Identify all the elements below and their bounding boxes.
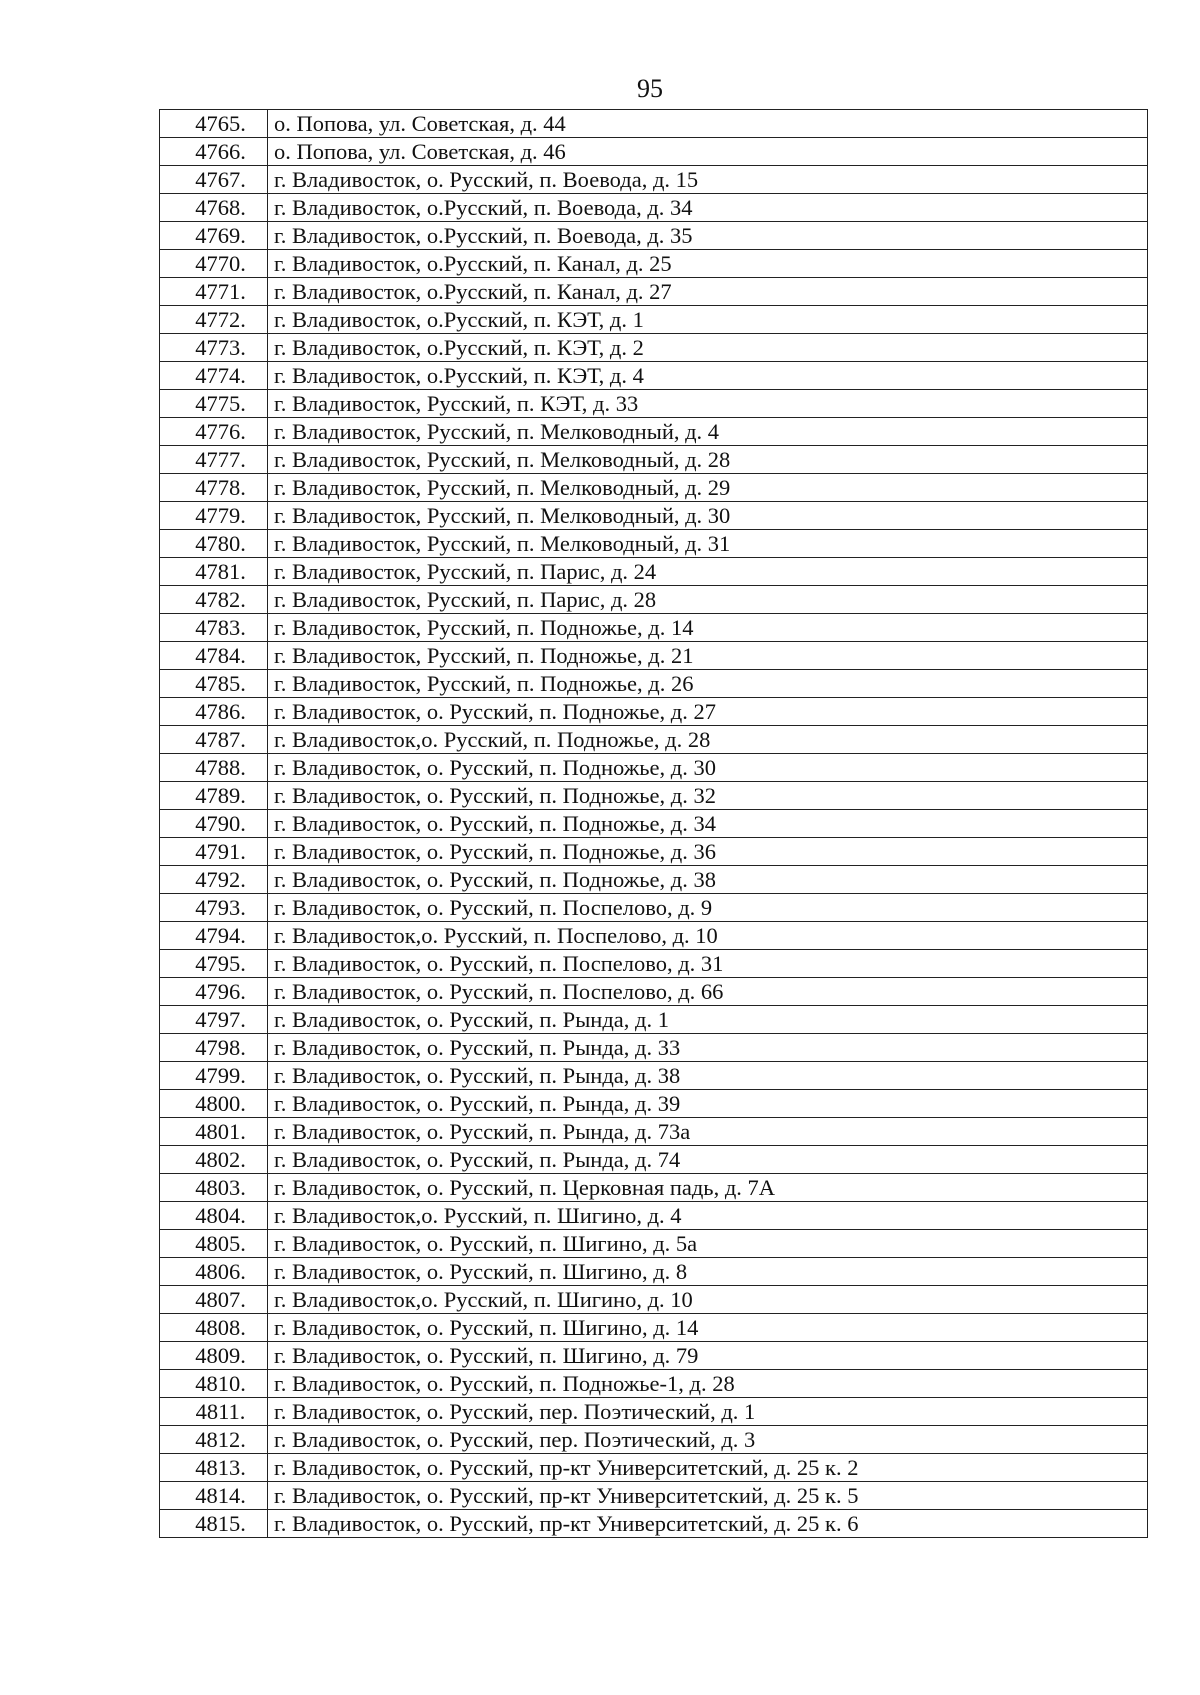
row-address: г. Владивосток,о. Русский, п. Поспелово, д. 10	[268, 922, 1148, 950]
row-address: г. Владивосток, о. Русский, п. Рында, д. 74	[268, 1146, 1148, 1174]
table-row	[160, 1370, 1148, 1398]
row-address: г. Владивосток, о. Русский, п. Шигино, д. 8	[268, 1258, 1148, 1286]
row-number: 4784.	[160, 642, 268, 670]
table-row	[160, 1146, 1148, 1174]
row-address: г. Владивосток, Русский, п. Мелководный, д. 31	[268, 530, 1148, 558]
row-number: 4807.	[160, 1286, 268, 1314]
table-row	[160, 866, 1148, 894]
row-address: о. Попова, ул. Советская, д. 44	[268, 110, 1148, 138]
row-address: г. Владивосток, о. Русский, п. Рында, д. 1	[268, 1006, 1148, 1034]
table-row	[160, 446, 1148, 474]
row-address: г. Владивосток, Русский, п. Парис, д. 28	[268, 586, 1148, 614]
table-row	[160, 1482, 1148, 1510]
table-row	[160, 726, 1148, 754]
row-number: 4810.	[160, 1370, 268, 1398]
row-number: 4798.	[160, 1034, 268, 1062]
address-table	[159, 109, 1148, 1538]
row-number: 4771.	[160, 278, 268, 306]
row-address: г. Владивосток, о. Русский, п. Подножье, д. 27	[268, 698, 1148, 726]
table-row	[160, 474, 1148, 502]
row-address: г. Владивосток, Русский, п. Мелководный, д. 28	[268, 446, 1148, 474]
table-row	[160, 1454, 1148, 1482]
table-row	[160, 670, 1148, 698]
row-number: 4808.	[160, 1314, 268, 1342]
table-row	[160, 362, 1148, 390]
row-number: 4815.	[160, 1510, 268, 1538]
row-address: г. Владивосток, о. Русский, п. Рында, д. 39	[268, 1090, 1148, 1118]
row-number: 4799.	[160, 1062, 268, 1090]
row-number: 4773.	[160, 334, 268, 362]
row-number: 4801.	[160, 1118, 268, 1146]
table-row	[160, 502, 1148, 530]
row-number: 4793.	[160, 894, 268, 922]
row-number: 4767.	[160, 166, 268, 194]
row-number: 4809.	[160, 1342, 268, 1370]
table-row	[160, 838, 1148, 866]
table-row	[160, 138, 1148, 166]
row-number: 4777.	[160, 446, 268, 474]
row-address: г. Владивосток, о. Русский, п. Воевода, д. 15	[268, 166, 1148, 194]
page-number: 95	[637, 74, 663, 103]
row-number: 4812.	[160, 1426, 268, 1454]
row-number: 4782.	[160, 586, 268, 614]
row-number: 4811.	[160, 1398, 268, 1426]
table-row	[160, 894, 1148, 922]
row-address: г. Владивосток, о. Русский, п. Рында, д. 38	[268, 1062, 1148, 1090]
table-row	[160, 418, 1148, 446]
row-number: 4781.	[160, 558, 268, 586]
row-address: г. Владивосток, о. Русский, пр-кт Университетский, д. 25 к. 6	[268, 1510, 1148, 1538]
table-row	[160, 1062, 1148, 1090]
row-number: 4779.	[160, 502, 268, 530]
row-number: 4765.	[160, 110, 268, 138]
row-number: 4792.	[160, 866, 268, 894]
table-row	[160, 558, 1148, 586]
row-address: г. Владивосток, о.Русский, п. КЭТ, д. 2	[268, 334, 1148, 362]
row-address: г. Владивосток, о. Русский, п. Поспелово, д. 31	[268, 950, 1148, 978]
table-row	[160, 110, 1148, 138]
row-number: 4791.	[160, 838, 268, 866]
row-address: г. Владивосток,о. Русский, п. Подножье, д. 28	[268, 726, 1148, 754]
row-number: 4800.	[160, 1090, 268, 1118]
row-number: 4770.	[160, 250, 268, 278]
row-address: г. Владивосток, о.Русский, п. Канал, д. 25	[268, 250, 1148, 278]
row-address: г. Владивосток, о.Русский, п. Воевода, д. 34	[268, 194, 1148, 222]
table-row	[160, 922, 1148, 950]
row-number: 4780.	[160, 530, 268, 558]
row-number: 4797.	[160, 1006, 268, 1034]
table-row	[160, 698, 1148, 726]
row-address: г. Владивосток, о. Русский, п. Подножье, д. 32	[268, 782, 1148, 810]
row-number: 4789.	[160, 782, 268, 810]
row-number: 4778.	[160, 474, 268, 502]
row-address: г. Владивосток, о. Русский, п. Подножье, д. 30	[268, 754, 1148, 782]
row-address: г. Владивосток, о.Русский, п. Воевода, д. 35	[268, 222, 1148, 250]
row-address: г. Владивосток, о. Русский, п. Шигино, д. 79	[268, 1342, 1148, 1370]
table-row	[160, 1426, 1148, 1454]
row-address: г. Владивосток, о.Русский, п. Канал, д. 27	[268, 278, 1148, 306]
row-address: г. Владивосток, о. Русский, п. Поспелово, д. 9	[268, 894, 1148, 922]
table-row	[160, 614, 1148, 642]
row-number: 4776.	[160, 418, 268, 446]
row-number: 4775.	[160, 390, 268, 418]
row-address: г. Владивосток, о. Русский, пер. Поэтический, д. 1	[268, 1398, 1148, 1426]
row-number: 4814.	[160, 1482, 268, 1510]
row-number: 4805.	[160, 1230, 268, 1258]
table-row	[160, 1006, 1148, 1034]
table-row	[160, 950, 1148, 978]
row-number: 4786.	[160, 698, 268, 726]
row-number: 4804.	[160, 1202, 268, 1230]
row-address: г. Владивосток, о. Русский, пр-кт Университетский, д. 25 к. 2	[268, 1454, 1148, 1482]
row-address: г. Владивосток, Русский, п. Подножье, д. 26	[268, 670, 1148, 698]
row-number: 4813.	[160, 1454, 268, 1482]
row-address: г. Владивосток, о.Русский, п. КЭТ, д. 4	[268, 362, 1148, 390]
row-number: 4787.	[160, 726, 268, 754]
row-number: 4788.	[160, 754, 268, 782]
table-row	[160, 1286, 1148, 1314]
table-row	[160, 334, 1148, 362]
table-row	[160, 754, 1148, 782]
table-row	[160, 1174, 1148, 1202]
table-row	[160, 978, 1148, 1006]
row-address: г. Владивосток, Русский, п. КЭТ, д. 33	[268, 390, 1148, 418]
row-number: 4783.	[160, 614, 268, 642]
table-row	[160, 1342, 1148, 1370]
row-number: 4802.	[160, 1146, 268, 1174]
row-number: 4796.	[160, 978, 268, 1006]
table-row	[160, 250, 1148, 278]
table-row	[160, 222, 1148, 250]
row-address: г. Владивосток, Русский, п. Мелководный, д. 4	[268, 418, 1148, 446]
table-row	[160, 306, 1148, 334]
row-address: о. Попова, ул. Советская, д. 46	[268, 138, 1148, 166]
row-address: г. Владивосток, Русский, п. Мелководный, д. 29	[268, 474, 1148, 502]
row-address: г. Владивосток, Русский, п. Парис, д. 24	[268, 558, 1148, 586]
row-address: г. Владивосток, Русский, п. Подножье, д. 14	[268, 614, 1148, 642]
table-row	[160, 1202, 1148, 1230]
table-row	[160, 586, 1148, 614]
row-address: г. Владивосток,о. Русский, п. Шигино, д. 4	[268, 1202, 1148, 1230]
table-row	[160, 642, 1148, 670]
row-number: 4790.	[160, 810, 268, 838]
table-row	[160, 1230, 1148, 1258]
row-address: г. Владивосток, Русский, п. Подножье, д. 21	[268, 642, 1148, 670]
table-row	[160, 1398, 1148, 1426]
table-row	[160, 1118, 1148, 1146]
table-row	[160, 166, 1148, 194]
row-address: г. Владивосток, о. Русский, п. Рында, д. 33	[268, 1034, 1148, 1062]
table-row	[160, 1090, 1148, 1118]
row-address: г. Владивосток, о. Русский, пер. Поэтический, д. 3	[268, 1426, 1148, 1454]
table-row	[160, 1314, 1148, 1342]
table-row	[160, 1510, 1148, 1538]
table-row	[160, 1034, 1148, 1062]
row-address: г. Владивосток, о. Русский, п. Подножье, д. 34	[268, 810, 1148, 838]
row-address: г. Владивосток, о.Русский, п. КЭТ, д. 1	[268, 306, 1148, 334]
row-address: г. Владивосток, о. Русский, п. Рында, д. 73а	[268, 1118, 1148, 1146]
row-address: г. Владивосток, о. Русский, п. Шигино, д. 5а	[268, 1230, 1148, 1258]
row-address: г. Владивосток, о. Русский, п. Подножье-1, д. 28	[268, 1370, 1148, 1398]
address-table-body	[160, 110, 1148, 1538]
row-address: г. Владивосток, о. Русский, п. Шигино, д. 14	[268, 1314, 1148, 1342]
table-row	[160, 530, 1148, 558]
table-row	[160, 1258, 1148, 1286]
row-number: 4768.	[160, 194, 268, 222]
table-row	[160, 782, 1148, 810]
row-address: г. Владивосток, о. Русский, п. Поспелово, д. 66	[268, 978, 1148, 1006]
row-number: 4774.	[160, 362, 268, 390]
table-row	[160, 390, 1148, 418]
row-address: г. Владивосток, о. Русский, п. Церковная падь, д. 7А	[268, 1174, 1148, 1202]
row-number: 4769.	[160, 222, 268, 250]
row-number: 4794.	[160, 922, 268, 950]
table-row	[160, 194, 1148, 222]
row-number: 4795.	[160, 950, 268, 978]
row-number: 4803.	[160, 1174, 268, 1202]
row-address: г. Владивосток,о. Русский, п. Шигино, д. 10	[268, 1286, 1148, 1314]
row-address: г. Владивосток, о. Русский, пр-кт Университетский, д. 25 к. 5	[268, 1482, 1148, 1510]
table-row	[160, 278, 1148, 306]
row-number: 4806.	[160, 1258, 268, 1286]
row-address: г. Владивосток, Русский, п. Мелководный, д. 30	[268, 502, 1148, 530]
row-number: 4772.	[160, 306, 268, 334]
row-address: г. Владивосток, о. Русский, п. Подножье, д. 38	[268, 866, 1148, 894]
row-number: 4766.	[160, 138, 268, 166]
table-row	[160, 810, 1148, 838]
row-address: г. Владивосток, о. Русский, п. Подножье, д. 36	[268, 838, 1148, 866]
row-number: 4785.	[160, 670, 268, 698]
